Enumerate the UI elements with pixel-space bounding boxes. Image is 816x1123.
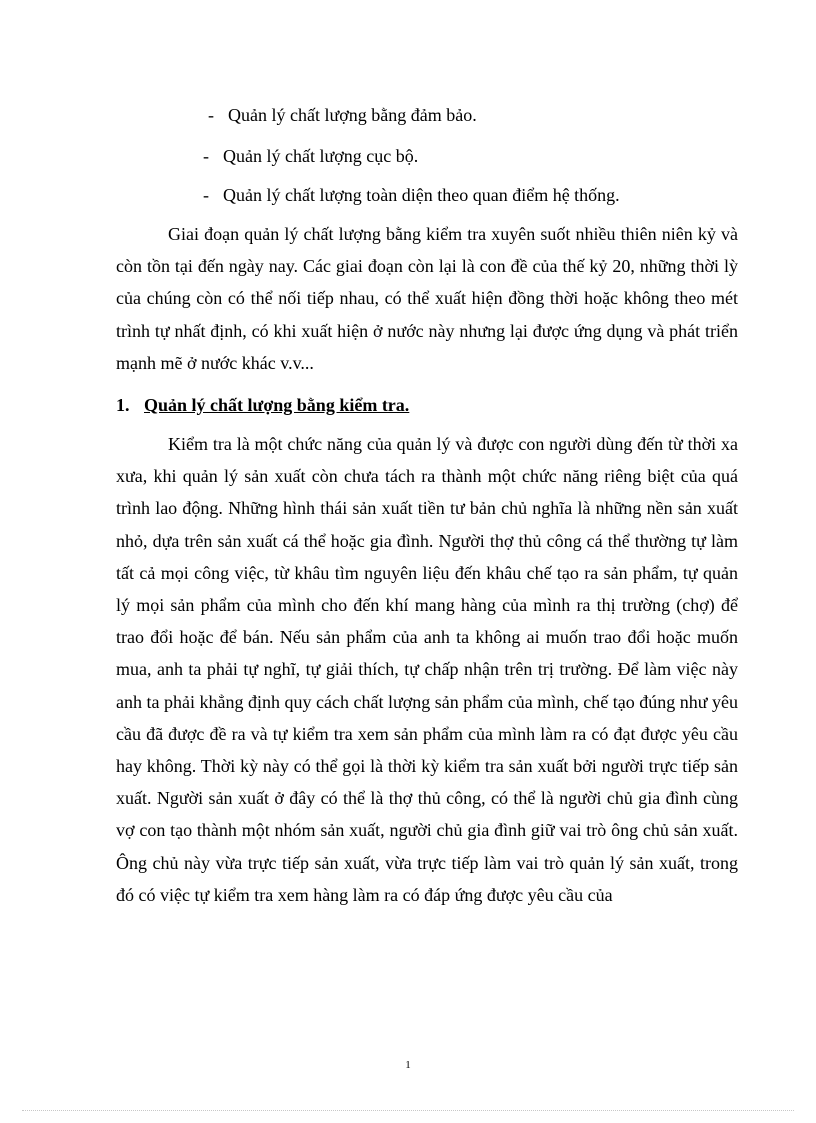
bullet-text: Quản lý chất lượng toàn diện theo quan điểm hệ thống. [223, 185, 620, 205]
bullet-text: Quản lý chất lượng cục bộ. [223, 146, 419, 166]
bullet-dash: - [208, 105, 214, 125]
bullet-text: Quản lý chất lượng bằng đảm bảo. [228, 105, 477, 125]
bullet-dash: - [203, 185, 209, 205]
body-paragraph: Kiểm tra là một chức năng của quản lý và được con người dùng đến từ thời xa xưa, khi quản lý sản xuất còn chưa tách ra thành một chức năng riêng biệt của quá trình lao động. Những hình thái sản xuất tiền tư bản chủ nghĩa là những nền sản xuất nhỏ, dựa trên sản xuất cá thể hoặc gia đình. Người thợ thủ công cá thể thường tự làm tất cả mọi công việc, từ khâu tìm nguyên liệu đến khâu chế tạo ra sản phẩm, tự quản lý mọi sản phẩm của mình cho đến khí mang hàng của mình ra thị trường (chợ) để trao đổi hoặc để bán. Nếu sản phẩm của anh ta không ai muốn trao đổi hoặc muốn mua, anh ta phải tự nghĩ, tự giải thích, tự chấp nhận trên trị trường. Để làm việc này anh ta phải khẳng định quy cách chất lượng sản phẩm của mình, chế tạo đúng như yêu cầu đã được đề ra và tự kiểm tra xem sản phẩm của mình làm ra có đạt được yêu cầu hay không. Thời kỳ này có thể gọi là thời kỳ kiểm tra sản xuất bởi người trực tiếp sản xuất. Người sản xuất ở đây có thể là thợ thủ công, có thể là người chủ gia đình cùng vợ con tạo thành một nhóm sản xuất, người chủ gia đình giữ vai trò ông chủ sản xuất. Ông chủ này vừa trực tiếp sản xuất, vừa trực tiếp làm vai trò quản lý sản xuất, trong đó có việc tự kiểm tra xem hàng làm ra có đáp ứng được yêu cầu của [116, 434, 738, 905]
section-number: 1. [116, 395, 130, 415]
section-title: Quản lý chất lượng bằng kiểm tra. [144, 395, 410, 415]
bullet-item [208, 104, 477, 126]
bullet-dash: - [203, 146, 209, 166]
intro-paragraph: Giai đoạn quản lý chất lượng bằng kiểm tra xuyên suốt nhiều thiên niên kỷ và còn tồn tại đến ngày nay. Các giai đoạn còn lại là con đề của thế kỷ 20, những thời lỳ của chúng còn có thể nối tiếp nhau, có thể xuất hiện đồng thời hoặc không theo mét trình tự nhất định, có khi xuất hiện ở nước này nhưng lại được ứng dụng và phát triển mạnh mẽ ở nước khác v.v... [116, 224, 738, 373]
page-number: 1 [405, 1059, 411, 1071]
bullet-item [203, 145, 418, 167]
section-heading [116, 394, 409, 416]
bullet-item [203, 184, 620, 206]
page-bottom-rule [22, 1110, 794, 1111]
